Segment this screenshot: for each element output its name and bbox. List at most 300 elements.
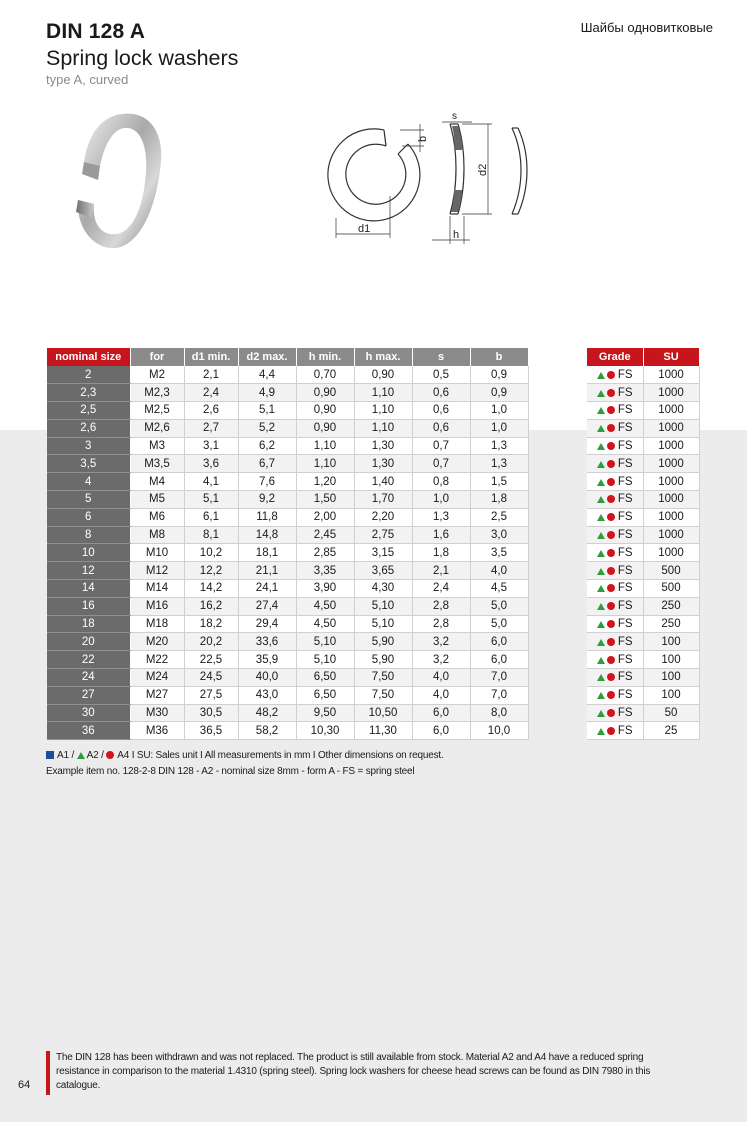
- table-cell: 5,10: [296, 651, 354, 669]
- table-cell: 6,2: [238, 437, 296, 455]
- table-cell: 18: [47, 615, 130, 633]
- a4-dot-icon: [607, 638, 615, 646]
- table-cell: 6,0: [470, 633, 528, 651]
- table-row: [47, 597, 528, 615]
- table-cell: 5,90: [354, 633, 412, 651]
- table-cell: 6,0: [412, 704, 470, 722]
- label-s: s: [452, 111, 457, 122]
- a2-triangle-icon: [597, 603, 605, 610]
- table-cell: 2,45: [296, 526, 354, 544]
- table-cell: 21,1: [238, 562, 296, 580]
- table-cell: 58,2: [238, 722, 296, 740]
- table-cell: 11,30: [354, 722, 412, 740]
- table-cell: 4,30: [354, 580, 412, 598]
- table-cell: 4,50: [296, 615, 354, 633]
- table-cell: 4: [47, 473, 130, 491]
- grade-cell: [587, 455, 643, 473]
- table-cell: 20: [47, 633, 130, 651]
- table-cell: 43,0: [238, 686, 296, 704]
- page-subtitle: Spring lock washers: [46, 46, 239, 70]
- table-row: [47, 508, 528, 526]
- table-cell: M3: [130, 437, 184, 455]
- grade-fs-label: FS: [617, 671, 633, 684]
- grade-fs-label: FS: [617, 475, 633, 488]
- table-cell: 10,50: [354, 704, 412, 722]
- legend-line: [46, 750, 444, 761]
- grade-cell: [587, 686, 643, 704]
- col-header-d2-max: d2 max.: [238, 348, 296, 366]
- su-cell: 1000: [643, 526, 699, 544]
- grade-fs-label: FS: [617, 493, 633, 506]
- grade-fs-label: FS: [617, 707, 633, 720]
- legend-a2: A2: [86, 750, 99, 761]
- table-cell: 5,10: [354, 597, 412, 615]
- table-cell: 12: [47, 562, 130, 580]
- grade-row: [587, 633, 699, 651]
- table-row: [47, 562, 528, 580]
- grade-fs-label: FS: [617, 582, 633, 595]
- col-header-b: b: [470, 348, 528, 366]
- legend-sep-2: /: [101, 750, 104, 761]
- table-row: [47, 633, 528, 651]
- grade-fs-label: FS: [617, 600, 633, 613]
- grade-row: [587, 455, 699, 473]
- table-cell: M2,3: [130, 384, 184, 402]
- table-cell: 2,3: [47, 384, 130, 402]
- table-cell: 10,0: [470, 722, 528, 740]
- table-cell: 0,6: [412, 402, 470, 420]
- table-cell: M2,5: [130, 402, 184, 420]
- table-row: [47, 526, 528, 544]
- table-cell: M22: [130, 651, 184, 669]
- su-cell: 1000: [643, 544, 699, 562]
- table-cell: 3,35: [296, 562, 354, 580]
- table-cell: 1,10: [354, 419, 412, 437]
- table-cell: 18,2: [184, 615, 238, 633]
- a4-dot-icon: [607, 513, 615, 521]
- grade-fs-label: FS: [617, 653, 633, 666]
- table-cell: 10,2: [184, 544, 238, 562]
- table-row: [47, 722, 528, 740]
- grade-cell: [587, 615, 643, 633]
- a4-dot-icon: [607, 406, 615, 414]
- su-cell: 1000: [643, 384, 699, 402]
- a2-triangle-icon: [597, 550, 605, 557]
- table-cell: 6,7: [238, 455, 296, 473]
- grade-fs-label: FS: [617, 564, 633, 577]
- table-cell: M6: [130, 508, 184, 526]
- col-header-for: for: [130, 348, 184, 366]
- su-cell: 100: [643, 686, 699, 704]
- table-cell: 16,2: [184, 597, 238, 615]
- table-cell: 1,0: [470, 419, 528, 437]
- table-cell: 14: [47, 580, 130, 598]
- legend-a4: A4: [117, 750, 130, 761]
- a2-triangle-icon: [597, 372, 605, 379]
- grade-row: [587, 419, 699, 437]
- table-cell: 30: [47, 704, 130, 722]
- table-cell: 5,10: [354, 615, 412, 633]
- washer-photo: [72, 108, 168, 252]
- grade-fs-label: FS: [617, 422, 633, 435]
- a2-triangle-icon: [597, 461, 605, 468]
- grade-cell: [587, 526, 643, 544]
- table-cell: 48,2: [238, 704, 296, 722]
- grade-row: [587, 437, 699, 455]
- table-cell: 3: [47, 437, 130, 455]
- table-cell: 6: [47, 508, 130, 526]
- table-cell: 7,0: [470, 686, 528, 704]
- table-cell: 1,10: [354, 402, 412, 420]
- table-cell: 24: [47, 669, 130, 687]
- a4-dot-icon: [607, 478, 615, 486]
- grade-fs-label: FS: [617, 689, 633, 702]
- table-cell: 1,8: [470, 491, 528, 509]
- grade-row: [587, 508, 699, 526]
- table-cell: 30,5: [184, 704, 238, 722]
- grade-row: [587, 722, 699, 740]
- table-cell: M10: [130, 544, 184, 562]
- table-cell: M30: [130, 704, 184, 722]
- legend-sep-1: /: [71, 750, 75, 761]
- grade-cell: [587, 402, 643, 420]
- table-cell: 3,2: [412, 633, 470, 651]
- grade-cell: [587, 366, 643, 384]
- table-row: [47, 669, 528, 687]
- a4-dot-icon: [607, 656, 615, 664]
- page-title: DIN 128 A: [46, 20, 146, 43]
- table-cell: 4,1: [184, 473, 238, 491]
- table-cell: 4,0: [412, 686, 470, 704]
- table-cell: 1,0: [412, 491, 470, 509]
- table-cell: 4,0: [470, 562, 528, 580]
- a4-dot-icon: [607, 442, 615, 450]
- grade-row: [587, 366, 699, 384]
- grade-row: [587, 686, 699, 704]
- table-cell: 6,50: [296, 686, 354, 704]
- grade-row: [587, 491, 699, 509]
- grade-header-row: [587, 348, 699, 366]
- grade-row: [587, 615, 699, 633]
- grade-cell: [587, 669, 643, 687]
- grade-cell: [587, 437, 643, 455]
- su-cell: 100: [643, 669, 699, 687]
- su-cell: 500: [643, 562, 699, 580]
- type-line: type A, curved: [46, 72, 129, 87]
- su-cell: 1000: [643, 366, 699, 384]
- table-cell: 1,6: [412, 526, 470, 544]
- table-cell: 35,9: [238, 651, 296, 669]
- a2-triangle-icon: [597, 443, 605, 450]
- legend-rest: I SU: Sales unit I All measurements in mm I Other dimensions on request.: [131, 750, 444, 761]
- col-header-s: s: [412, 348, 470, 366]
- table-cell: 3,6: [184, 455, 238, 473]
- table-cell: 2,4: [184, 384, 238, 402]
- table-cell: 2: [47, 366, 130, 384]
- table-row: [47, 491, 528, 509]
- a4-dot-icon: [607, 389, 615, 397]
- grade-cell: [587, 722, 643, 740]
- table-row: [47, 366, 528, 384]
- table-cell: 1,8: [412, 544, 470, 562]
- table-cell: 18,1: [238, 544, 296, 562]
- grade-fs-label: FS: [617, 386, 633, 399]
- table-cell: 10: [47, 544, 130, 562]
- table-cell: M12: [130, 562, 184, 580]
- table-cell: 2,75: [354, 526, 412, 544]
- table-cell: 2,7: [184, 419, 238, 437]
- table-row: [47, 704, 528, 722]
- col-header-d1-min: d1 min.: [184, 348, 238, 366]
- table-cell: 12,2: [184, 562, 238, 580]
- table-cell: 3,2: [412, 651, 470, 669]
- grade-fs-label: FS: [617, 440, 633, 453]
- a2-triangle-icon: [597, 657, 605, 664]
- a4-dot-icon: [607, 602, 615, 610]
- grade-cell: [587, 633, 643, 651]
- table-cell: 22: [47, 651, 130, 669]
- table-cell: 36,5: [184, 722, 238, 740]
- dimensions-table: [47, 348, 529, 740]
- table-cell: 3,5: [470, 544, 528, 562]
- table-cell: 3,90: [296, 580, 354, 598]
- table-cell: 4,50: [296, 597, 354, 615]
- table-cell: M20: [130, 633, 184, 651]
- table-cell: 1,5: [470, 473, 528, 491]
- table-cell: 1,40: [354, 473, 412, 491]
- table-cell: 1,50: [296, 491, 354, 509]
- table-cell: M36: [130, 722, 184, 740]
- table-cell: 9,50: [296, 704, 354, 722]
- grade-cell: [587, 384, 643, 402]
- a2-triangle-icon: [597, 532, 605, 539]
- table-cell: 24,5: [184, 669, 238, 687]
- table-row: [47, 419, 528, 437]
- grade-fs-label: FS: [617, 546, 633, 559]
- table-cell: 27,4: [238, 597, 296, 615]
- table-cell: 1,70: [354, 491, 412, 509]
- table-cell: 1,30: [354, 455, 412, 473]
- table-row: [47, 544, 528, 562]
- table-cell: 4,4: [238, 366, 296, 384]
- a2-triangle-icon: [597, 692, 605, 699]
- table-row: [47, 473, 528, 491]
- a4-dot-icon: [607, 549, 615, 557]
- grade-fs-label: FS: [617, 457, 633, 470]
- table-cell: 1,10: [296, 437, 354, 455]
- table-row: [47, 402, 528, 420]
- table-cell: 0,90: [354, 366, 412, 384]
- a4-dot-icon: [607, 371, 615, 379]
- su-cell: 1000: [643, 491, 699, 509]
- table-cell: 5: [47, 491, 130, 509]
- a4-dot-icon: [607, 495, 615, 503]
- label-d1: d1: [358, 223, 371, 235]
- table-cell: 14,8: [238, 526, 296, 544]
- grade-cell: [587, 562, 643, 580]
- table-cell: 8,1: [184, 526, 238, 544]
- a2-triangle-icon: [597, 568, 605, 575]
- grade-row: [587, 473, 699, 491]
- table-cell: M27: [130, 686, 184, 704]
- grade-table: [587, 348, 700, 740]
- a4-dot-icon: [607, 709, 615, 717]
- table-cell: 2,20: [354, 508, 412, 526]
- grade-fs-label: FS: [617, 618, 633, 631]
- table-cell: 0,7: [412, 455, 470, 473]
- grade-row: [587, 651, 699, 669]
- grade-cell: [587, 704, 643, 722]
- table-cell: 0,90: [296, 402, 354, 420]
- su-cell: 250: [643, 597, 699, 615]
- table-cell: 8: [47, 526, 130, 544]
- table-cell: M4: [130, 473, 184, 491]
- table-cell: M14: [130, 580, 184, 598]
- su-cell: 250: [643, 615, 699, 633]
- table-cell: 1,3: [470, 455, 528, 473]
- table-cell: 4,5: [470, 580, 528, 598]
- table-cell: 0,90: [296, 384, 354, 402]
- a1-square-icon: [46, 751, 54, 759]
- label-d2: d2: [477, 163, 489, 176]
- col-header-grade: Grade: [587, 348, 643, 366]
- a2-triangle-icon: [597, 639, 605, 646]
- su-cell: 100: [643, 633, 699, 651]
- grade-cell: [587, 491, 643, 509]
- table-cell: 0,8: [412, 473, 470, 491]
- table-cell: 0,7: [412, 437, 470, 455]
- su-cell: 1000: [643, 437, 699, 455]
- table-cell: 8,0: [470, 704, 528, 722]
- table-cell: 2,6: [47, 419, 130, 437]
- table-cell: 1,0: [470, 402, 528, 420]
- table-cell: 6,0: [412, 722, 470, 740]
- su-cell: 1000: [643, 508, 699, 526]
- a4-dot-icon: [607, 727, 615, 735]
- a4-dot-icon: [607, 691, 615, 699]
- table-cell: 7,6: [238, 473, 296, 491]
- table-cell: 0,6: [412, 419, 470, 437]
- grade-cell: [587, 580, 643, 598]
- a2-triangle-icon: [597, 728, 605, 735]
- table-cell: 22,5: [184, 651, 238, 669]
- grade-fs-label: FS: [617, 368, 633, 381]
- a2-triangle-icon: [597, 479, 605, 486]
- table-row: [47, 686, 528, 704]
- su-cell: 50: [643, 704, 699, 722]
- table-cell: 5,2: [238, 419, 296, 437]
- table-cell: 29,4: [238, 615, 296, 633]
- a4-dot-icon: [607, 567, 615, 575]
- grade-row: [587, 526, 699, 544]
- table-cell: 1,10: [354, 384, 412, 402]
- table-cell: 2,4: [412, 580, 470, 598]
- a2-triangle-icon: [597, 585, 605, 592]
- grade-row: [587, 384, 699, 402]
- grade-row: [587, 669, 699, 687]
- table-cell: 5,90: [354, 651, 412, 669]
- a4-dot-icon: [106, 751, 114, 759]
- example-item-line: Example item no. 128-2-8 DIN 128 - A2 - nominal size 8mm - form A - FS = spring steel: [46, 766, 415, 777]
- table-row: [47, 580, 528, 598]
- a2-triangle-icon: [597, 621, 605, 628]
- table-cell: 6,0: [470, 651, 528, 669]
- grade-cell: [587, 508, 643, 526]
- grade-fs-label: FS: [617, 511, 633, 524]
- footer-note: The DIN 128 has been withdrawn and was not replaced. The product is still available from stock. Material A2 and A4 have a reduced spring resistance in comparison to the material 1.4310 (spring steel). Spring lock washers for cheese head screws can be found as DIN 7980 in this catalogue.: [56, 1052, 651, 1091]
- su-cell: 1000: [643, 455, 699, 473]
- table-cell: 1,3: [470, 437, 528, 455]
- grade-fs-label: FS: [617, 724, 633, 737]
- a2-triangle-icon: [597, 390, 605, 397]
- table-cell: 36: [47, 722, 130, 740]
- table-cell: M2: [130, 366, 184, 384]
- table-cell: M3,5: [130, 455, 184, 473]
- grade-row: [587, 580, 699, 598]
- table-cell: 24,1: [238, 580, 296, 598]
- col-header-h-max: h max.: [354, 348, 412, 366]
- grade-fs-label: FS: [617, 635, 633, 648]
- table-cell: 5,1: [184, 491, 238, 509]
- table-row: [47, 384, 528, 402]
- grade-row: [587, 544, 699, 562]
- grade-row: [587, 402, 699, 420]
- table-cell: 2,00: [296, 508, 354, 526]
- table-cell: 40,0: [238, 669, 296, 687]
- grade-cell: [587, 651, 643, 669]
- table-cell: 2,1: [184, 366, 238, 384]
- label-b: b: [417, 135, 429, 142]
- grade-fs-label: FS: [617, 404, 633, 417]
- legend-a1: A1: [57, 750, 69, 761]
- table-cell: 2,5: [470, 508, 528, 526]
- table-cell: 6,1: [184, 508, 238, 526]
- table-cell: M18: [130, 615, 184, 633]
- table-cell: 4,0: [412, 669, 470, 687]
- table-cell: 2,1: [412, 562, 470, 580]
- table-cell: 3,65: [354, 562, 412, 580]
- a2-triangle-icon: [77, 752, 85, 759]
- a2-triangle-icon: [597, 425, 605, 432]
- su-cell: 25: [643, 722, 699, 740]
- table-row: [47, 437, 528, 455]
- su-cell: 1000: [643, 419, 699, 437]
- table-cell: 0,6: [412, 384, 470, 402]
- grade-row: [587, 704, 699, 722]
- table-cell: 5,0: [470, 597, 528, 615]
- table-cell: 27: [47, 686, 130, 704]
- a2-triangle-icon: [597, 674, 605, 681]
- a4-dot-icon: [607, 460, 615, 468]
- a2-triangle-icon: [597, 514, 605, 521]
- table-cell: 0,5: [412, 366, 470, 384]
- grade-cell: [587, 419, 643, 437]
- table-cell: 11,8: [238, 508, 296, 526]
- table-cell: M16: [130, 597, 184, 615]
- label-h: h: [453, 229, 460, 241]
- table-cell: 6,50: [296, 669, 354, 687]
- grade-cell: [587, 597, 643, 615]
- table-cell: 7,50: [354, 669, 412, 687]
- grade-cell: [587, 544, 643, 562]
- table-cell: 1,10: [296, 455, 354, 473]
- table-cell: 7,50: [354, 686, 412, 704]
- table-cell: 0,70: [296, 366, 354, 384]
- grade-cell: [587, 473, 643, 491]
- table-cell: 5,0: [470, 615, 528, 633]
- dimensions-header-row: [47, 348, 528, 366]
- col-header-su: SU: [643, 348, 699, 366]
